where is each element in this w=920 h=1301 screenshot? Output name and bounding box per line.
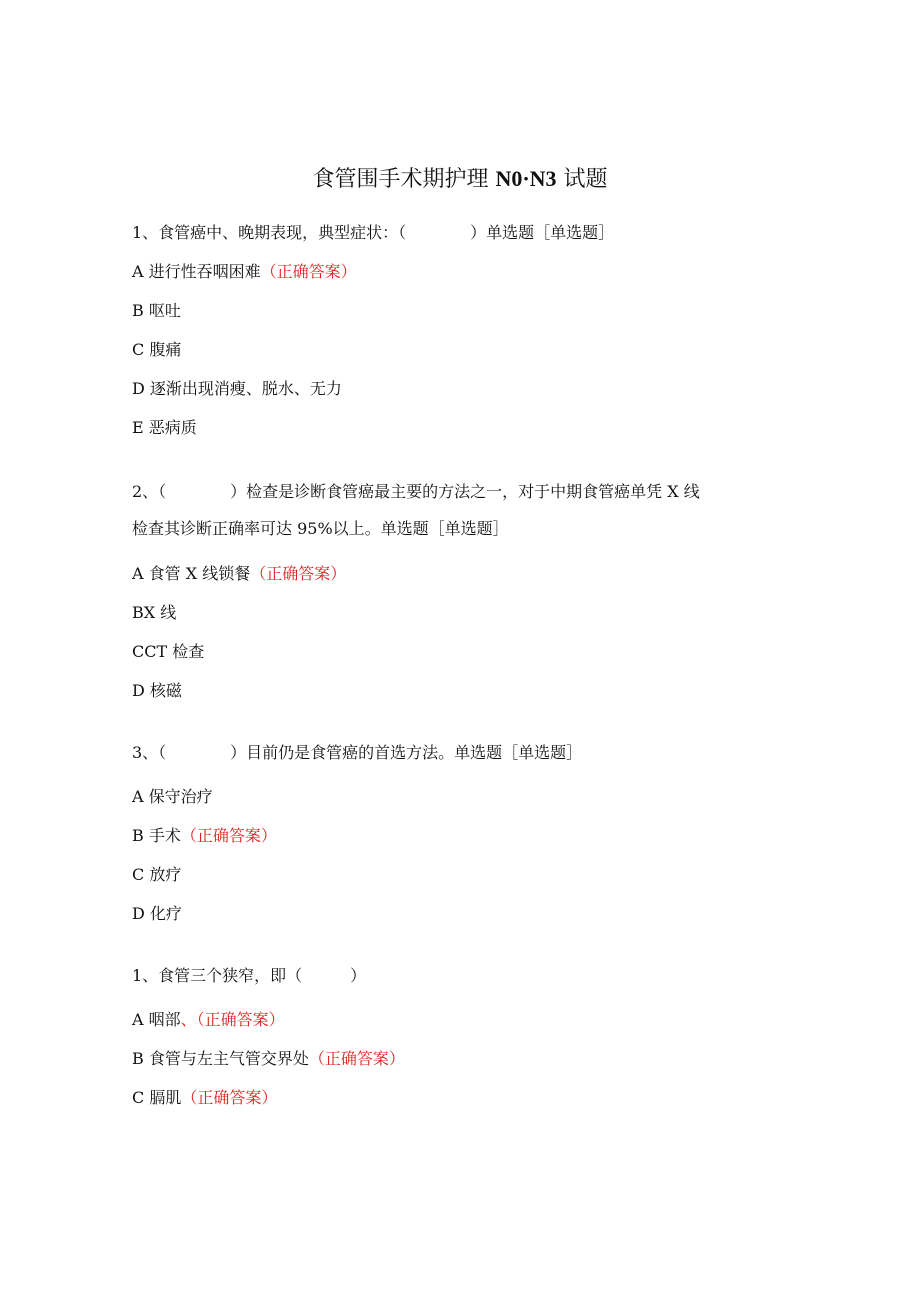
correct-answer-mark: （正确答案） <box>260 262 357 281</box>
correct-answer-mark: （正确答案） <box>180 826 277 845</box>
question-2-option-c: CCT 检查 <box>132 642 205 661</box>
question-3-option-b: B 手术（正确答案） <box>132 826 277 845</box>
title-code: N0·N3 <box>495 166 557 191</box>
question-4-option-c: C 膈肌（正确答案） <box>132 1088 278 1107</box>
question-2-stem-line-2: 检查其诊断正确率可达 95%以上。单选题［单选题］ <box>132 519 509 538</box>
question-2-stem-line-1: 2、（ ）检查是诊断食管癌最主要的方法之一，对于中期食管癌单凭 X 线 <box>132 482 700 501</box>
question-3-option-a: A 保守治疗 <box>132 787 213 806</box>
question-4-option-a: A 咽部、（正确答案） <box>132 1010 285 1029</box>
correct-answer-mark: 、（正确答案） <box>180 1010 285 1029</box>
question-1-stem: 1、食管癌中、晚期表现，典型症状：（ ）单选题［单选题］ <box>132 223 615 242</box>
correct-answer-mark: （正确答案） <box>181 1088 278 1107</box>
question-1-option-d: D 逐渐出现消瘦、脱水、无力 <box>132 379 342 398</box>
question-2-option-a: A 食管 X 线锁餐（正确答案） <box>132 564 347 583</box>
question-3-option-d: D 化疗 <box>132 904 182 923</box>
page-title <box>0 164 920 195</box>
question-2-option-d: D 核磁 <box>132 681 182 700</box>
title-suffix: 试题 <box>556 167 608 192</box>
question-4-option-b: B 食管与左主气管交界处（正确答案） <box>132 1049 405 1068</box>
question-2-option-b: BX 线 <box>132 603 177 622</box>
correct-answer-mark: （正确答案） <box>308 1049 405 1068</box>
correct-answer-mark: （正确答案） <box>250 564 347 583</box>
question-1-option-c: C 腹痛 <box>132 340 182 359</box>
question-4-stem: 1、食管三个狭窄，即（ ） <box>132 966 367 985</box>
title-prefix: 食管围手术期护理 <box>312 167 496 192</box>
question-1-option-e: E 恶病质 <box>132 418 197 437</box>
question-1-option-b: B 呕吐 <box>132 301 181 320</box>
question-3-stem: 3、（ ）目前仍是食管癌的首选方法。单选题［单选题］ <box>132 743 583 762</box>
question-3-option-c: C 放疗 <box>132 865 182 884</box>
question-1-option-a: A 进行性吞咽困难（正确答案） <box>132 262 357 281</box>
